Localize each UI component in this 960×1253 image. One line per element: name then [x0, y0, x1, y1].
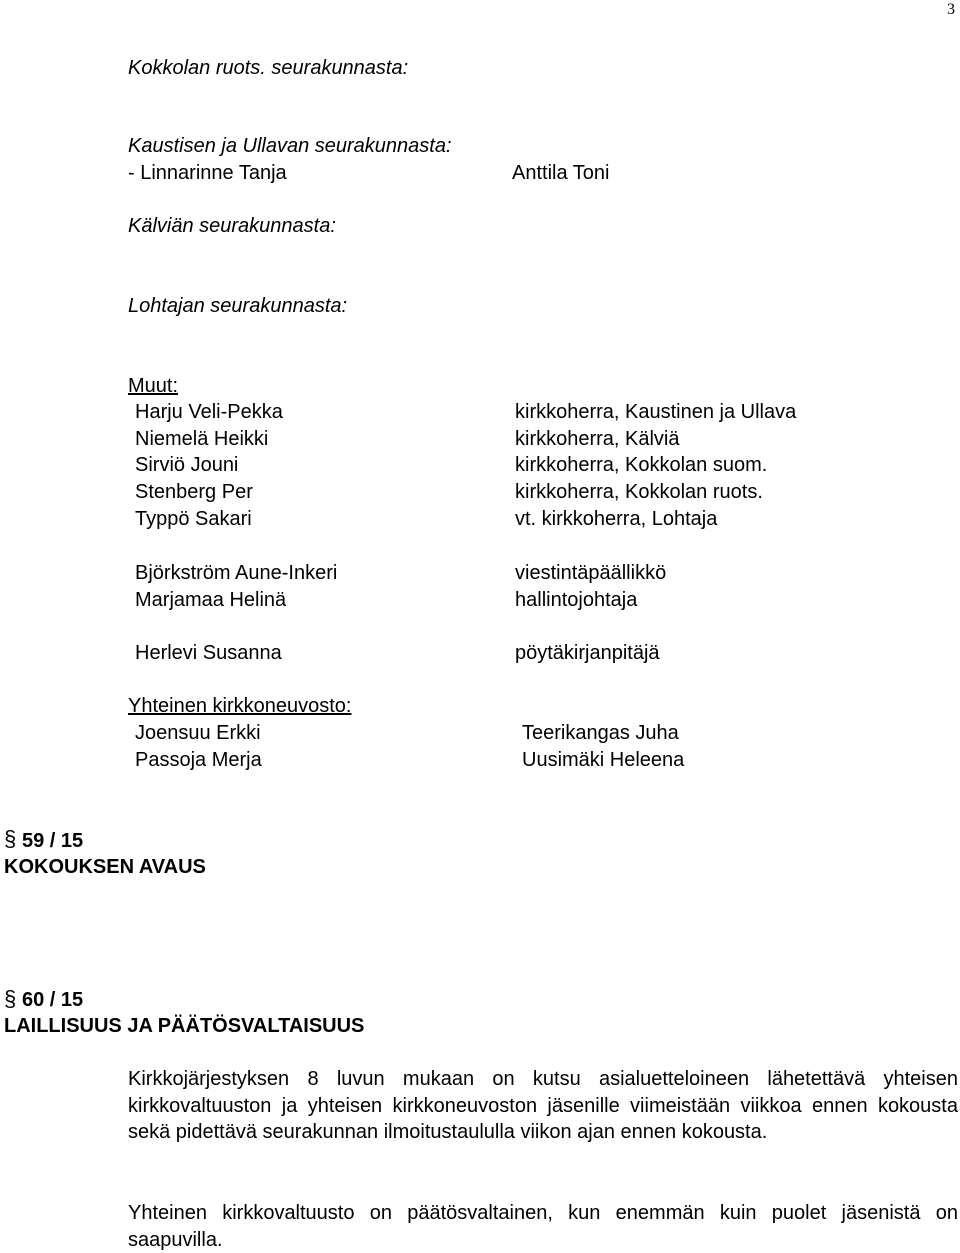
- section-number: 59 / 15: [22, 830, 84, 852]
- person-name: Herlevi Susanna: [135, 642, 282, 664]
- deputy-name: Uusimäki Heleena: [522, 748, 685, 771]
- person-role: kirkkoherra, Kokkolan ruots.: [515, 481, 763, 504]
- yhteinen-names: [135, 720, 262, 773]
- kaustinen-deputy: Anttila Toni: [512, 162, 610, 184]
- yhteinen-heading: Yhteinen kirkkoneuvosto:: [128, 695, 352, 717]
- section-title: KOKOUKSEN AVAUS: [4, 856, 206, 878]
- person-role: hallintojohtaja: [515, 588, 638, 611]
- body-paragraph: Kirkkojärjestyksen 8 luvun mukaan on kutsu asialuetteloineen lähetettävä yhteisen kirkkovaltuuston ja yhteisen kirkkoneuvoston jäsenille viimeistään viikkoa ennen kokousta sekä pidettävä seurakunnan ilmoitustaululla viikon ajan ennen kokousta.: [128, 1068, 958, 1144]
- person-role: vt. kirkkoherra, Lohtaja: [515, 507, 718, 530]
- yhteinen-deputies: [522, 720, 684, 773]
- section-number: 60 / 15: [22, 989, 84, 1011]
- person-name: Björkström Aune-Inkeri: [135, 562, 338, 584]
- person-name: Niemelä Heikki: [135, 427, 269, 450]
- muut-roles-group2: [515, 560, 666, 613]
- lohtaja-heading: Lohtajan seurakunnasta:: [128, 295, 348, 317]
- person-role: kirkkoherra, Kokkolan suom.: [515, 454, 768, 477]
- member-name: Passoja Merja: [135, 748, 262, 771]
- section-title: LAILLISUUS JA PÄÄTÖSVALTAISUUS: [4, 1015, 365, 1037]
- muut-roles-group3: [515, 640, 660, 667]
- person-role: pöytäkirjanpitäjä: [515, 642, 660, 664]
- member-name: Joensuu Erkki: [135, 722, 261, 744]
- muut-names-group3: [135, 640, 282, 667]
- kaustinen-member: - Linnarinne Tanja: [128, 162, 287, 184]
- muut-heading: Muut:: [128, 375, 179, 397]
- person-role: kirkkoherra, Kaustinen ja Ullava: [515, 401, 797, 423]
- person-name: Harju Veli-Pekka: [135, 401, 283, 423]
- kokkola-ruots-heading: Kokkolan ruots. seurakunnasta:: [128, 57, 409, 79]
- deputy-name: Teerikangas Juha: [522, 722, 679, 744]
- page-number: 3: [947, 1, 955, 18]
- person-name: Typpö Sakari: [135, 507, 252, 530]
- kalvia-heading: Kälviän seurakunnasta:: [128, 215, 336, 237]
- person-role: kirkkoherra, Kälviä: [515, 427, 680, 450]
- person-role: viestintäpäällikkö: [515, 562, 667, 584]
- section-sign: §: [4, 826, 17, 851]
- body-paragraph: Yhteinen kirkkovaltuusto on päätösvaltainen, kun enemmän kuin puolet jäsenistä on saapuvilla.: [128, 1202, 958, 1251]
- person-name: Marjamaa Helinä: [135, 588, 287, 611]
- person-name: Sirviö Jouni: [135, 454, 239, 477]
- muut-roles-group1: [515, 399, 796, 533]
- section-sign: §: [4, 986, 17, 1011]
- muut-names-group2: [135, 560, 337, 613]
- kaustinen-heading: Kaustisen ja Ullavan seurakunnasta:: [128, 135, 452, 157]
- muut-names-group1: [135, 399, 283, 533]
- person-name: Stenberg Per: [135, 481, 253, 504]
